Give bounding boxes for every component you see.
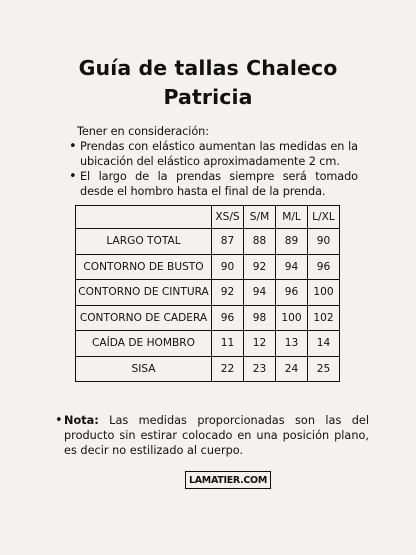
table-cell: 11 xyxy=(212,331,244,357)
table-cell: 90 xyxy=(308,229,340,255)
table-cell: 25 xyxy=(308,356,340,382)
row-label: LARGO TOTAL xyxy=(76,229,212,255)
table-row xyxy=(76,305,340,331)
table-cell: 90 xyxy=(212,254,244,280)
row-label: CONTORNO DE BUSTO xyxy=(76,254,212,280)
table-cell: 24 xyxy=(276,356,308,382)
table-header-row xyxy=(76,206,340,229)
table-cell: 89 xyxy=(276,229,308,255)
table-cell: 100 xyxy=(308,280,340,306)
table-cell: 96 xyxy=(308,254,340,280)
table-cell: 102 xyxy=(308,305,340,331)
table-header-size: S/M xyxy=(244,206,276,229)
table-row xyxy=(76,331,340,357)
table-header-size: L/XL xyxy=(308,206,340,229)
table-cell: 14 xyxy=(308,331,340,357)
table-cell: 98 xyxy=(244,305,276,331)
note-label: Nota: xyxy=(64,414,99,428)
page-title-line-2: Patricia xyxy=(163,85,253,109)
table-cell: 22 xyxy=(212,356,244,382)
table-cell: 92 xyxy=(244,254,276,280)
note-text: Las medidas proporcionadas son las del producto sin estirar colocado en una posición plano, es decir no estilizado al cuerpo. xyxy=(64,414,369,458)
table-row xyxy=(76,229,340,255)
table-cell: 94 xyxy=(276,254,308,280)
table-cell: 88 xyxy=(244,229,276,255)
table-cell: 12 xyxy=(244,331,276,357)
page-title-line-1: Guía de tallas Chaleco xyxy=(78,56,338,80)
table-cell: 96 xyxy=(212,305,244,331)
table-row xyxy=(76,356,340,382)
page-title xyxy=(0,54,416,112)
consideration-bullet-length: • El largo de la prendas siempre será tomado desde el hombro hasta el final de la prenda. xyxy=(66,169,358,199)
size-chart-table xyxy=(75,205,340,382)
table-cell: 96 xyxy=(276,280,308,306)
brand-logo: LAMATIER.COM xyxy=(185,471,271,489)
table-cell: 94 xyxy=(244,280,276,306)
consideration-bullet-elastic: • Prendas con elástico aumentan las medidas en la ubicación del elástico aproximadamente 2 cm. xyxy=(66,139,358,169)
considerations-intro: Tener en consideración: xyxy=(77,125,209,138)
table-row xyxy=(76,254,340,280)
table-cell: 100 xyxy=(276,305,308,331)
table-cell: 13 xyxy=(276,331,308,357)
row-label: SISA xyxy=(76,356,212,382)
table-cell: 87 xyxy=(212,229,244,255)
note-paragraph xyxy=(55,413,369,458)
table-header-corner xyxy=(76,206,212,229)
row-label: CONTORNO DE CINTURA xyxy=(76,280,212,306)
row-label: CONTORNO DE CADERA xyxy=(76,305,212,331)
considerations-section xyxy=(66,124,358,199)
table-cell: 23 xyxy=(244,356,276,382)
table-header-size: M/L xyxy=(276,206,308,229)
table-header-size: XS/S xyxy=(212,206,244,229)
table-cell: 92 xyxy=(212,280,244,306)
table-row xyxy=(76,280,340,306)
row-label: CAÍDA DE HOMBRO xyxy=(76,331,212,357)
